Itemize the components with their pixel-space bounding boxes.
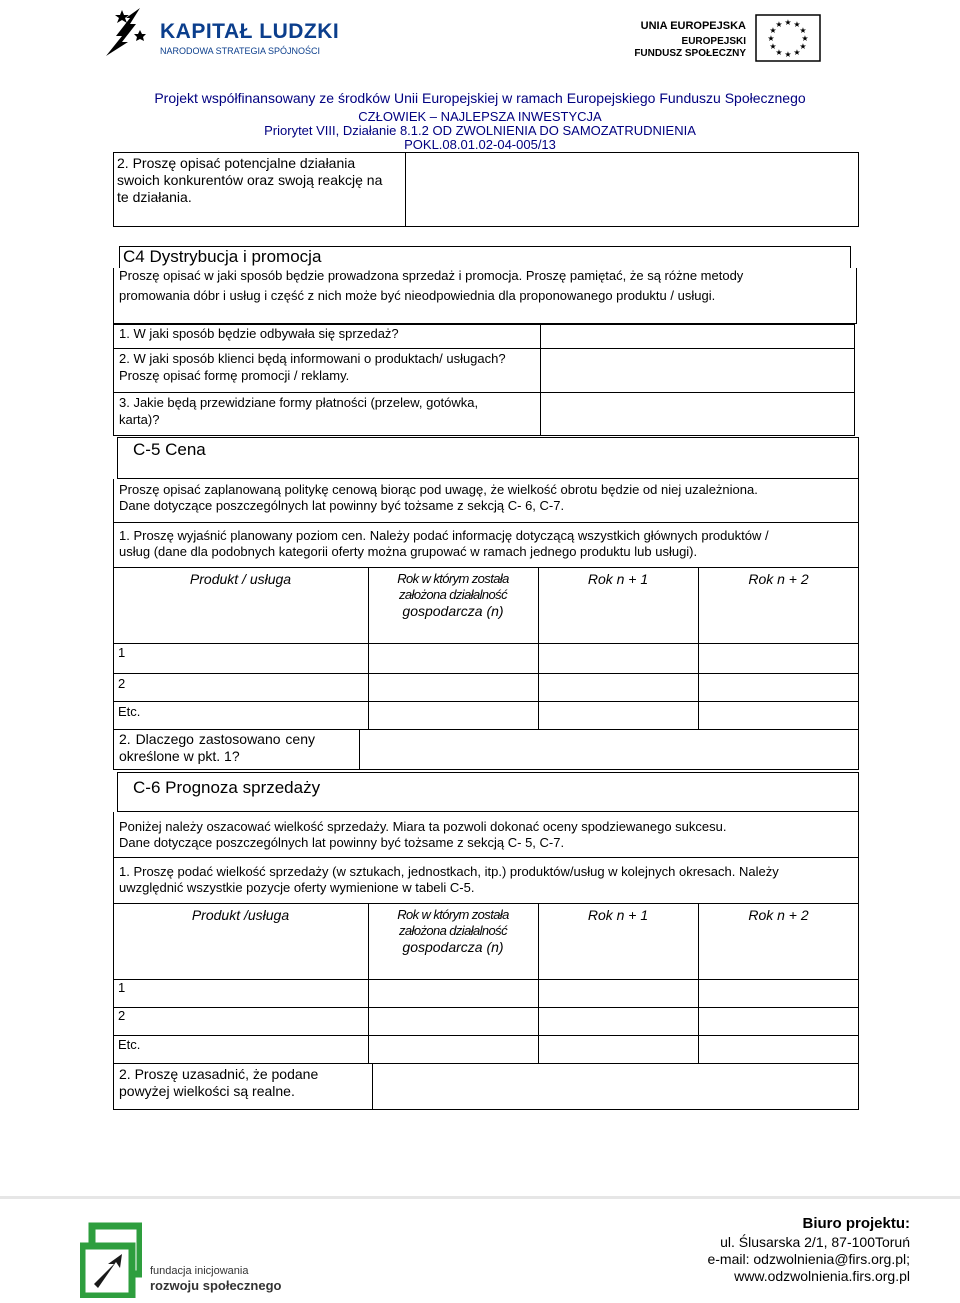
c5-table-top-border — [113, 567, 859, 568]
c5-row-label-etc: Etc. — [118, 704, 141, 719]
kapital-ludzki-subtitle: NARODOWA STRATEGIA SPÓJNOŚCI — [160, 46, 321, 56]
program-line: CZŁOWIEK – NAJLEPSZA INWESTYCJA — [358, 109, 602, 124]
c6-sales-table — [113, 903, 859, 1063]
project-code: POKL.08.01.02-04-005/13 — [404, 137, 556, 152]
c5-q1-divider — [113, 522, 859, 523]
c6-row-label-etc: Etc. — [118, 1037, 141, 1052]
c6-q1-divider — [113, 857, 859, 858]
c5-row-label-2: 2 — [118, 676, 126, 691]
c5-header-year-n1: Rok n + 1 — [587, 571, 649, 587]
c5-table-row1-border — [113, 673, 859, 674]
c6-table-row1-border — [113, 1007, 859, 1008]
project-cofinancing-line: Projekt współfinansowany ze środków Unii Europejskiej w ramach Europejskiego Funduszu Społecznego — [154, 90, 806, 106]
c6-header-year-n-line1: Rok w którym została — [397, 907, 509, 922]
c4-intro-line1: Proszę opisać w jaki sposób będzie prowadzona sprzedaż i promocja. Proszę pamiętać, że są różne metody — [119, 268, 744, 283]
c5-intro-line2: Dane dotyczące poszczególnych lat powinny być tożsame z sekcją C- 6, C-7. — [119, 498, 565, 513]
svg-text:★: ★ — [775, 48, 783, 57]
c6-header-year-n2: Rok n + 2 — [748, 907, 809, 923]
c6-table-bottom-border — [113, 1063, 859, 1064]
c4-q1: 1. W jaki sposób będzie odbywała się sprzedaż? — [119, 326, 399, 341]
svg-text:★: ★ — [801, 34, 809, 43]
c5-title: C-5 Cena — [133, 440, 206, 459]
competitors-answer-divider — [405, 152, 406, 227]
c5-header-year-n-line3: gospodarcza (n) — [402, 603, 504, 619]
c6-header-year-n-line3: gospodarcza (n) — [402, 939, 504, 955]
competitors-question-line1: 2. Proszę opisać potencjalne działania — [117, 155, 356, 171]
fundacja-line2: rozwoju społecznego — [150, 1278, 282, 1293]
kapital-ludzki-title: KAPITAŁ LUDZKI — [160, 20, 340, 43]
c5-header-year-n-line2: założona działalność — [399, 587, 507, 602]
svg-text:★: ★ — [793, 48, 801, 57]
svg-text:★: ★ — [769, 26, 777, 35]
office-website[interactable]: www.odzwolnienia.firs.org.pl — [734, 1268, 910, 1284]
c5-header-year-n2: Rok n + 2 — [748, 571, 809, 587]
c6-row-label-1: 1 — [118, 980, 126, 995]
c5-table-header-border — [113, 643, 859, 644]
c4-q2-line1: 2. W jaki sposób klienci będą informowani o produktach/ usługach? — [119, 351, 506, 366]
svg-text:★: ★ — [767, 34, 775, 43]
eu-logo-line2: EUROPEJSKI — [681, 36, 746, 47]
c6-header-year-n1: Rok n + 1 — [587, 907, 649, 923]
c6-row-label-2: 2 — [118, 1008, 126, 1023]
c6-header-product: Produkt /usługa — [191, 907, 290, 923]
svg-text:★: ★ — [769, 42, 777, 51]
c5-header-product: Produkt / usługa — [189, 571, 292, 587]
c4-intro-line2: promowania dóbr i usług i część z nich może być nieodpowiednia dla proponowanego produktu / usługi. — [119, 288, 716, 303]
c5-table-row2-border — [113, 701, 859, 702]
c6-table-header-border — [113, 979, 859, 980]
c6-table-col-divider3 — [698, 903, 699, 1063]
priority-line: Priorytet VIII, Działanie 8.1.2 OD ZWOLNIENIA DO SAMOZATRUDNIENIA — [264, 123, 696, 138]
fundacja-arrow-icon — [80, 1222, 142, 1298]
c4-q2-divider — [113, 392, 855, 393]
c5-q2-divider — [359, 729, 360, 770]
c5-price-table — [113, 567, 859, 729]
c6-q1-line1: 1. Proszę podać wielkość sprzedaży (w sztukach, jednostkach, itp.) produktów/usług w kolejnych okresach. Należy — [119, 864, 779, 879]
c6-intro-line2: Dane dotyczące poszczególnych lat powinny być tożsame z sekcją C- 5, C-7. — [119, 835, 565, 850]
c4-q2-line2: Proszę opisać formę promocji / reklamy. — [119, 368, 350, 383]
c5-table-col-divider2 — [538, 567, 539, 729]
c5-header-year-n — [368, 571, 538, 619]
eu-logo-line1: UNIA EUROPEJSKA — [640, 20, 746, 32]
c5-q1-line2: usług (dane dla podobnych kategorii oferty można grupować w ramach jednego produktu lub usługi). — [119, 544, 698, 559]
svg-text:★: ★ — [799, 26, 807, 35]
c4-q3-line1: 3. Jakie będą przewidziane formy płatności (przelew, gotówka, — [119, 395, 479, 410]
svg-text:★: ★ — [799, 42, 807, 51]
c4-title: C4 Dystrybucja i promocja — [123, 247, 322, 266]
c4-answer-divider — [540, 324, 541, 436]
c6-q2-line1: 2. Proszę uzasadnić, że podane — [119, 1066, 319, 1082]
c5-q2-line2: określone w pkt. 1? — [119, 748, 240, 764]
competitors-question-line2: swoich konkurentów oraz swoją reakcję na — [117, 172, 383, 188]
fundacja-line1: fundacja inicjowania — [150, 1265, 249, 1277]
c6-table-col-divider2 — [538, 903, 539, 1063]
c5-table-col-divider3 — [698, 567, 699, 729]
fundacja-logo — [80, 1222, 282, 1298]
svg-text:★: ★ — [793, 20, 801, 29]
c4-q3-line2: karta)? — [119, 412, 160, 427]
c4-q1-divider — [113, 348, 855, 349]
eu-flag-icon — [755, 14, 821, 62]
c5-q1-line1: 1. Proszę wyjaśnić planowany poziom cen. Należy podać informację dotyczącą wszystkich głównych produktów / — [119, 528, 769, 543]
svg-text:★: ★ — [784, 18, 792, 27]
c6-q2-divider — [372, 1063, 373, 1110]
c6-q2-line2: powyżej wielkości są realne. — [119, 1083, 295, 1099]
svg-text:★: ★ — [775, 20, 783, 29]
footer-divider — [0, 1196, 960, 1199]
c6-intro-line1: Poniżej należy oszacować wielkość sprzedaży. Miara ta pozwoli dokonać oceny spodziewanego sukcesu. — [119, 819, 727, 834]
c5-header-year-n-line1: Rok w którym została — [397, 571, 509, 586]
c6-table-row2-border — [113, 1035, 859, 1036]
kapital-ludzki-emblem-icon — [100, 6, 152, 64]
c5-intro-line1: Proszę opisać zaplanowaną politykę cenową biorąc pod uwagę, że wielkość obrotu będzie od niej uzależniona. — [119, 482, 758, 497]
c5-title-box — [117, 437, 859, 479]
office-email[interactable]: e-mail: odzwolnienia@firs.org.pl; — [707, 1251, 910, 1267]
c5-row-label-1: 1 — [118, 645, 126, 660]
c5-table-bottom-border — [113, 729, 859, 730]
office-title: Biuro projektu: — [802, 1215, 910, 1232]
office-address: ul. Ślusarska 2/1, 87-100Toruń — [720, 1234, 910, 1250]
svg-text:★: ★ — [784, 50, 792, 59]
c6-q1-line2: uwzględnić wszystkie pozycje oferty wymienione w tabeli C-5. — [119, 880, 475, 895]
competitors-question-line3: te działania. — [117, 189, 192, 205]
eu-logo-line3: FUNDUSZ SPOŁECZNY — [634, 48, 746, 59]
kapital-ludzki-logo — [100, 6, 340, 64]
c6-title: C-6 Prognoza sprzedaży — [133, 778, 321, 797]
c5-q2-line1: 2. Dlaczego zastosowano ceny — [119, 731, 315, 747]
c6-header-year-n-line2: założona działalność — [399, 923, 507, 938]
c6-table-top-border — [113, 903, 859, 904]
c6-header-year-n — [368, 907, 538, 955]
